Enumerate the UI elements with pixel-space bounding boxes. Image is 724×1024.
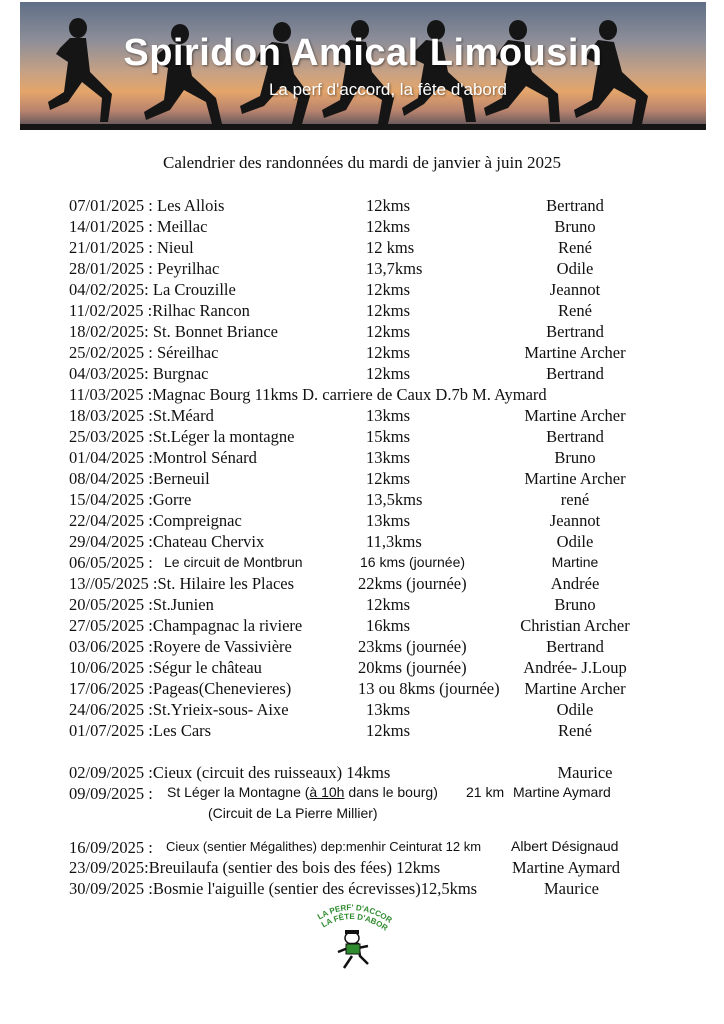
hike-leader: Bertrand — [546, 196, 604, 215]
hike-date: 06/05/2025 : — [69, 553, 153, 572]
list-item — [0, 763, 724, 784]
hike-leader: Bruno — [554, 595, 596, 614]
hike-date: 17/06/2025 :Pageas(Chenevieres) — [69, 679, 292, 698]
hike-date: 15/04/2025 :Gorre — [69, 490, 192, 509]
hike-distance: 13 ou 8kms (journée) — [358, 679, 500, 698]
hike-leader: Jeannot — [549, 511, 601, 530]
hike-distance: 21 km — [466, 784, 505, 800]
hike-date: 29/04/2025 :Chateau Chervix — [69, 532, 265, 551]
list-item — [0, 858, 724, 879]
hike-leader: Bertrand — [546, 364, 604, 383]
hike-leader: Martine Archer — [524, 679, 626, 698]
list-item — [0, 511, 724, 532]
hike-date: 22/04/2025 :Compreignac — [69, 511, 242, 530]
hike-date: 13//05/2025 :St. Hilaire les Places — [69, 574, 295, 593]
hike-leader: René — [558, 238, 592, 257]
list-item — [0, 805, 724, 826]
hike-leader: Bertrand — [546, 427, 604, 446]
hike-date: 04/02/2025: La Crouzille — [69, 280, 236, 299]
header-banner — [20, 2, 706, 130]
hike-leader: Martine Archer — [524, 406, 626, 425]
list-item — [0, 301, 724, 322]
hike-date: 09/09/2025 : — [69, 784, 153, 803]
hike-leader: Martine Aymard — [513, 784, 611, 800]
list-item — [0, 280, 724, 301]
hike-description: 11/03/2025 :Magnac Bourg 11kms D. carriere de Caux D.7b M. Aymard — [69, 385, 547, 404]
hike-date: 07/01/2025 : Les Allois — [69, 196, 225, 215]
hike-leader: Andrée- J.Loup — [523, 658, 627, 677]
banner-title: Spiridon Amical Limousin — [123, 32, 603, 74]
hike-distance: 20kms (journée) — [358, 658, 467, 677]
list-item — [0, 532, 724, 553]
hike-distance: 12kms — [366, 322, 411, 341]
list-item — [0, 490, 724, 511]
hike-date: 08/04/2025 :Berneuil — [69, 469, 210, 488]
document-title: Calendrier des randonnées du mardi de janvier à juin 2025 — [163, 153, 561, 172]
hike-leader: Martine — [551, 554, 599, 570]
list-item — [0, 217, 724, 238]
hike-date: 28/01/2025 : Peyrilhac — [69, 259, 220, 278]
list-item — [0, 574, 724, 595]
hike-distance: 22kms (journée) — [358, 574, 467, 593]
hike-date: 21/01/2025 : Nieul — [69, 238, 194, 257]
hike-leader: Bruno — [554, 448, 596, 467]
hike-leader: Odile — [556, 259, 594, 278]
list-item — [0, 658, 724, 679]
hike-date: 01/07/2025 :Les Cars — [69, 721, 212, 740]
hike-distance: 12kms — [366, 721, 411, 740]
list-item — [0, 322, 724, 343]
hike-leader: Christian Archer — [520, 616, 630, 635]
hike-leader: Odile — [556, 532, 594, 551]
svg-text:LA FÊTE D'ABORD: LA FÊTE D'ABOR — [319, 911, 390, 933]
list-item — [0, 259, 724, 280]
hike-date: 04/03/2025: Burgnac — [69, 364, 209, 383]
list-item — [0, 196, 724, 217]
list-item — [0, 385, 724, 406]
hike-distance: 12kms — [366, 364, 411, 383]
list-item — [0, 553, 724, 574]
hike-leader: Andrée — [550, 574, 600, 593]
hike-leader: René — [558, 301, 592, 320]
hike-date: 16/09/2025 : — [69, 838, 153, 857]
hike-distance: 12kms — [366, 280, 411, 299]
list-item — [0, 448, 724, 469]
hike-date: 20/05/2025 :St.Junien — [69, 595, 214, 614]
hike-distance: 13,7kms — [366, 259, 423, 278]
hike-leader: Maurice — [557, 763, 613, 782]
hike-distance: 12kms — [366, 343, 411, 362]
hike-date: 01/04/2025 :Montrol Sénard — [69, 448, 257, 467]
hike-date: 25/03/2025 :St.Léger la montagne — [69, 427, 295, 446]
hike-leader: Albert Désignaud — [511, 838, 619, 854]
hike-distance: 11,3kms — [366, 532, 422, 551]
hike-distance: 13kms — [366, 700, 411, 719]
hike-distance: 23kms (journée) — [358, 637, 467, 656]
hike-leader: rené — [560, 490, 590, 509]
hike-distance: 16kms — [366, 616, 411, 635]
hike-distance: 12kms — [366, 196, 411, 215]
list-item — [0, 238, 724, 259]
list-item — [0, 700, 724, 721]
hike-distance: 12kms — [366, 301, 411, 320]
hike-leader: Jeannot — [549, 280, 601, 299]
hike-date: 11/02/2025 :Rilhac Rancon — [69, 301, 250, 320]
hike-date: 14/01/2025 : Meillac — [69, 217, 208, 236]
hike-date: 03/06/2025 :Royere de Vassivière — [69, 637, 292, 656]
hike-leader: René — [558, 721, 592, 740]
hike-date: 10/06/2025 :Ségur le château — [69, 658, 262, 677]
hike-note: (Circuit de La Pierre Millier) — [208, 805, 378, 821]
list-item — [0, 364, 724, 385]
hike-leader: Bertrand — [546, 322, 604, 341]
list-item — [0, 469, 724, 490]
banner-subtitle: La perf d'accord, la fête d'abord — [268, 80, 508, 99]
svg-text:LA PERF' D'ACCORD: LA PERF' D'ACCOR — [315, 902, 394, 925]
list-item — [0, 784, 724, 805]
hike-distance: 13kms — [366, 511, 411, 530]
hike-distance: 16 kms (journée) — [360, 554, 466, 570]
hike-date: 27/05/2025 :Champagnac la riviere — [69, 616, 303, 635]
hike-date: 25/02/2025 : Séreilhac — [69, 343, 219, 362]
list-item — [0, 595, 724, 616]
hike-leader: Bruno — [554, 217, 596, 236]
hike-distance: 12 kms — [366, 238, 415, 257]
hike-distance: 12kms — [366, 217, 411, 236]
hike-distance: 13kms — [366, 448, 411, 467]
hike-distance: 13kms — [366, 406, 411, 425]
hike-distance: 13,5kms — [366, 490, 423, 509]
hike-description: St Léger la Montagne (à 10h dans le bourg) — [167, 784, 438, 800]
hike-date: 18/02/2025: St. Bonnet Briance — [69, 322, 278, 341]
hike-description: Cieux (sentier Mégalithes) dep:menhir Ceinturat 12 km — [166, 839, 482, 854]
list-item — [0, 616, 724, 637]
list-item — [0, 343, 724, 364]
hike-distance: 12kms — [366, 469, 411, 488]
hike-description: 02/09/2025 :Cieux (circuit des ruisseaux) 14kms — [69, 763, 391, 782]
hike-description: 23/09/2025:Breuilaufa (sentier des bois des fées) 12kms — [69, 858, 441, 877]
hike-distance: 15kms — [366, 427, 411, 446]
hike-description: 30/09/2025 :Bosmie l'aiguille (sentier des écrevisses)12,5kms — [69, 879, 478, 898]
list-item — [0, 427, 724, 448]
list-item — [0, 879, 724, 900]
hike-leader: Odile — [556, 700, 594, 719]
list-item — [0, 406, 724, 427]
hike-distance: 12kms — [366, 595, 411, 614]
hike-date: 18/03/2025 :St.Méard — [69, 406, 214, 425]
hike-leader: Maurice — [544, 879, 599, 898]
list-item — [0, 679, 724, 700]
hike-date: 24/06/2025 :St.Yrieix-sous- Aixe — [69, 700, 289, 719]
runner-mascot-icon — [308, 902, 394, 972]
list-item — [0, 838, 724, 859]
list-item — [0, 721, 724, 742]
hike-place: Le circuit de Montbrun — [164, 554, 303, 570]
hike-leader: Bertrand — [546, 637, 604, 656]
hike-leader: Martine Archer — [524, 343, 626, 362]
hike-leader: Martine Archer — [524, 469, 626, 488]
hike-leader: Martine Aymard — [512, 858, 620, 877]
list-item — [0, 637, 724, 658]
